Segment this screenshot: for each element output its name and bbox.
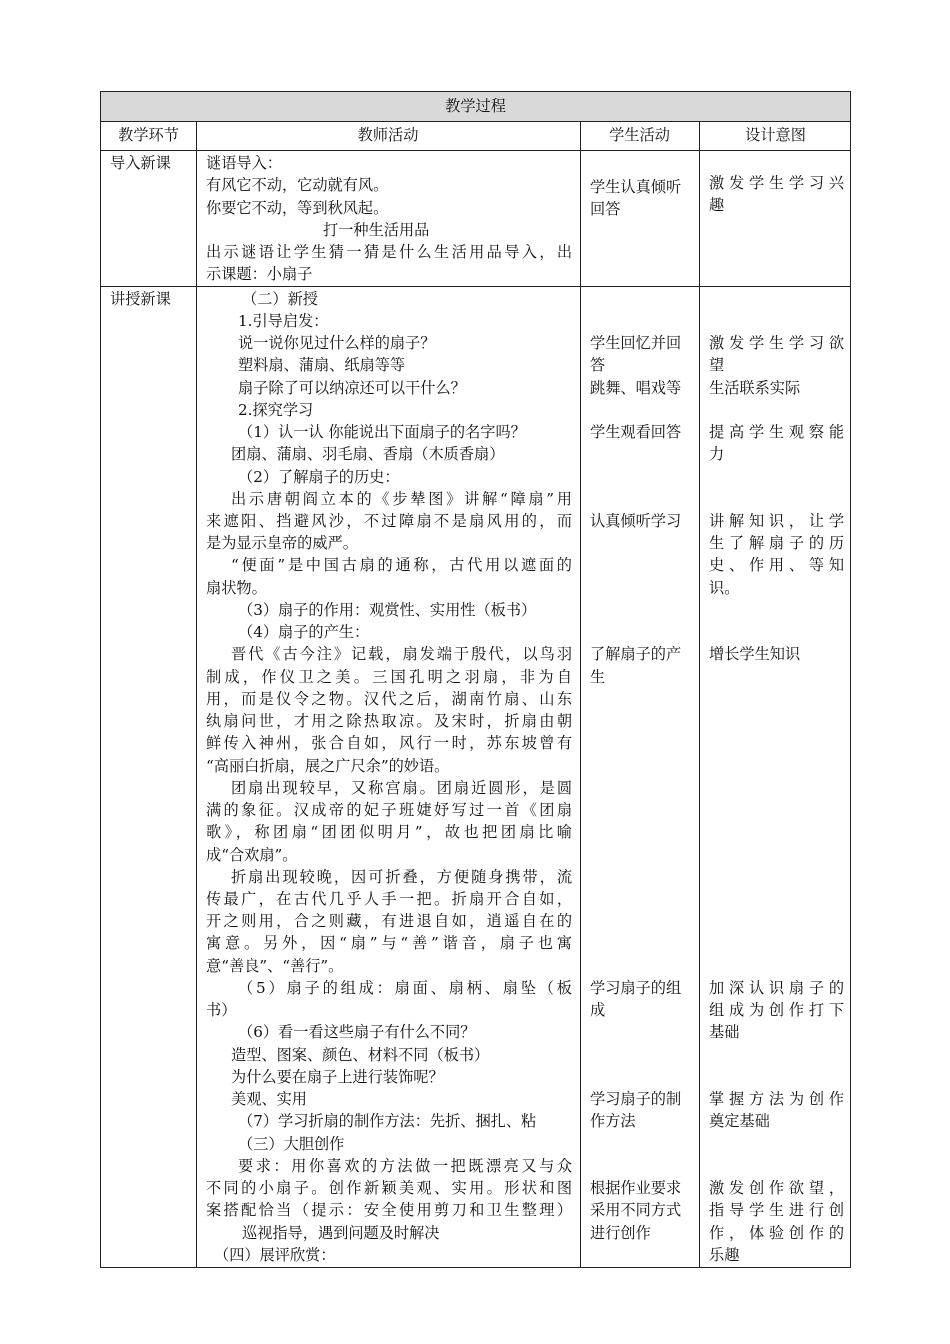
row2-teacher-line: 折扇出现较晚，因可折叠，方便随身携带，流	[231, 868, 572, 886]
row2-teacher-line: 成“合欢扇”。	[206, 846, 298, 864]
row2-intent-line: 激发创作欲望，	[709, 1179, 844, 1197]
row2-teacher-line: 要求：用你喜欢的方法做一把既漂亮又与众	[238, 1157, 572, 1175]
row1-stage: 导入新课	[110, 154, 171, 172]
row1-student-line: 学生认真倾听	[590, 178, 682, 196]
row2-teacher-line: 纨扇问世，才用之除热取凉。及宋时，折扇由朝	[206, 712, 572, 730]
row2-stage: 讲授新课	[110, 290, 171, 308]
header-stage: 教学环节	[118, 126, 179, 144]
row2-intent-line: 掌握方法为创作	[709, 1090, 844, 1108]
row1-teacher-line: 打一种生活用品	[323, 221, 430, 239]
row2-intent-line: 识。	[709, 579, 740, 597]
row2-intent-line: 讲解知识，让学	[709, 512, 844, 530]
row2-teacher-line: 晋代《古今注》记载，扇发端于殷代，以鸟羽	[231, 645, 572, 663]
row2-intent-line: 力	[709, 445, 725, 463]
row1-intent-line: 趣	[709, 196, 725, 214]
row2-teacher-line: 2.探究学习	[238, 401, 314, 419]
row2-teacher-line: （7）学习折扇的制作方法：先折、捆扎、粘	[238, 1112, 537, 1130]
row2-teacher-line: 为什么要在扇子上进行装饰呢？	[231, 1068, 444, 1086]
row2-teacher-line: “便面”是中国古扇的通称，古代用以遮面的	[231, 556, 572, 574]
row2-teacher-line: 不同的小扇子。创作新颖美观、实用。形状和图	[206, 1179, 572, 1197]
col-divider-3	[699, 121, 700, 1267]
row2-intent-line: 望	[709, 356, 725, 374]
row2-intent-line: 基础	[709, 1023, 740, 1041]
row2-teacher-line: 是为显示皇帝的威严。	[206, 534, 358, 552]
row2-teacher-line: 扇子除了可以纳凉还可以干什么？	[238, 379, 466, 397]
row1-teacher-line: 谜语导入：	[206, 154, 282, 172]
row2-student-line: 进行创作	[590, 1224, 651, 1242]
row2-student-line: 了解扇子的产	[590, 645, 682, 663]
row2-intent-line: 组成为创作打下	[709, 1001, 844, 1019]
row2-student-line: 根据作业要求	[590, 1179, 682, 1197]
row2-student-line: 生	[590, 668, 606, 686]
row2-teacher-line: 用，而是仪令之物。汉代之后，湖南竹扇、山东	[206, 690, 572, 708]
row2-student-line: 采用不同方式	[590, 1201, 682, 1219]
rule-header	[101, 150, 850, 151]
row1-intent-line: 激发学生学习兴	[709, 174, 844, 192]
header-teacher: 教师活动	[357, 126, 419, 144]
row2-intent-line: 激发学生学习欲	[709, 334, 844, 352]
row2-intent-line: 作，体验创作的	[709, 1224, 844, 1242]
row2-teacher-line: 美观、实用	[231, 1090, 307, 1108]
row2-student-line: 认真倾听学习	[590, 512, 682, 530]
row2-teacher-line: （3）扇子的作用：观赏性、实用性（板书）	[238, 601, 537, 619]
header-student: 学生活动	[609, 126, 670, 144]
col-divider-1	[196, 121, 197, 1267]
row2-teacher-line: 案搭配恰当（提示：安全使用剪刀和卫生整理）	[206, 1201, 572, 1219]
row2-teacher-line: 开之则用，合之则藏，有进退自如，逍遥自在的	[206, 912, 572, 930]
row2-student-line: 答	[590, 356, 606, 374]
row2-teacher-line: 出示唐朝阎立本的《步辇图》讲解“障扇”用	[231, 490, 572, 508]
row2-student-line: 学习扇子的制	[590, 1090, 682, 1108]
row2-teacher-line: （2）了解扇子的历史：	[238, 468, 400, 486]
row2-teacher-line: （三）大胆创作	[238, 1135, 345, 1153]
row2-teacher-line: “高丽白折扇，展之广尺余”的妙语。	[206, 757, 450, 775]
row2-student-line: 作方法	[590, 1112, 636, 1130]
row2-teacher-line: 传最广，在古代几乎人手一把。折扇开合自如，	[206, 890, 572, 908]
row2-teacher-line: （二）新授	[242, 290, 318, 308]
row2-teacher-line: 塑料扇、蒲扇、纸扇等等	[238, 356, 406, 374]
row1-teacher-line: 出示谜语让学生猜一猜是什么生活用品导入，出	[206, 243, 572, 261]
row2-student-line: 成	[590, 1001, 606, 1019]
row2-intent-line: 指导学生进行创	[709, 1201, 844, 1219]
row2-teacher-line: （4）扇子的产生：	[238, 623, 370, 641]
row2-teacher-line: 来遮阳、挡避风沙，不过障扇不是扇风用的，而	[206, 512, 572, 530]
row2-intent-line: 奠定基础	[709, 1112, 770, 1130]
row2-teacher-line: （5）扇子的组成：扇面、扇柄、扇坠（板	[238, 979, 572, 997]
teaching-process-table	[100, 91, 851, 1268]
row2-teacher-line: 歌》，称团扇“团团似明月”，故也把团扇比喻	[206, 823, 572, 841]
row2-teacher-line: 书）	[206, 1001, 237, 1019]
row2-student-line: 学生观看回答	[590, 423, 682, 441]
row2-teacher-line: 意“善良”、“善行”。	[206, 957, 344, 975]
row2-intent-line: 提高学生观察能	[709, 423, 844, 441]
row2-teacher-line: （6）看一看这些扇子有什么不同？	[238, 1023, 476, 1041]
row1-student-line: 回答	[590, 200, 621, 218]
header-intent: 设计意图	[745, 126, 806, 144]
row2-intent-line: 生了解扇子的历	[709, 534, 844, 552]
row2-student-line: 学生回忆并回	[590, 334, 682, 352]
row2-teacher-line: 说一说你见过什么样的扇子？	[238, 334, 436, 352]
row2-intent-line: 乐趣	[709, 1246, 740, 1264]
row2-teacher-line: 团扇、蒲扇、羽毛扇、香扇（木质香扇）	[231, 445, 505, 463]
row1-teacher-line: 有风它不动，它动就有风。	[206, 176, 389, 194]
col-divider-2	[580, 121, 581, 1267]
row2-teacher-line: 满的象征。汉成帝的妃子班婕妤写过一首《团扇	[206, 801, 572, 819]
row2-student-line: 学习扇子的组	[590, 979, 682, 997]
row2-intent-line: 增长学生知识	[709, 645, 801, 663]
row2-teacher-line: 鲜传入神州，张合自如，风行一时，苏东坡曾有	[206, 734, 572, 752]
row2-student-line: 跳舞、唱戏等	[590, 379, 682, 397]
row2-teacher-line: 造型、图案、颜色、材料不同（板书）	[231, 1046, 490, 1064]
row2-teacher-line: 扇状物。	[206, 579, 267, 597]
row2-intent-line: 史、作用、等知	[709, 556, 844, 574]
row2-intent-line: 生活联系实际	[709, 379, 801, 397]
row2-teacher-line: （四）展评欣赏：	[214, 1246, 336, 1264]
row2-teacher-line: 团扇出现较早，又称宫扇。团扇近圆形，是圆	[231, 779, 572, 797]
row1-teacher-line: 你要它不动，等到秋风起。	[206, 199, 389, 217]
row2-teacher-line: 制成，作仪卫之美。三国孔明之羽扇，非为自	[206, 668, 572, 686]
rule-row1	[101, 286, 850, 287]
row2-teacher-line: 巡视指导，遇到问题及时解决	[242, 1224, 440, 1242]
row2-intent-line: 加深认识扇子的	[709, 979, 844, 997]
row2-teacher-line: （1）认一认 你能说出下面扇子的名字吗？	[238, 423, 526, 441]
rule-title	[101, 121, 850, 122]
table-title: 教学过程	[445, 97, 506, 115]
row2-teacher-line: 1.引导启发：	[238, 312, 329, 330]
row1-teacher-line: 示课题：小扇子	[206, 265, 313, 283]
row2-teacher-line: 寓意。另外，因“扇”与“善”谐音，扇子也寓	[206, 934, 572, 952]
